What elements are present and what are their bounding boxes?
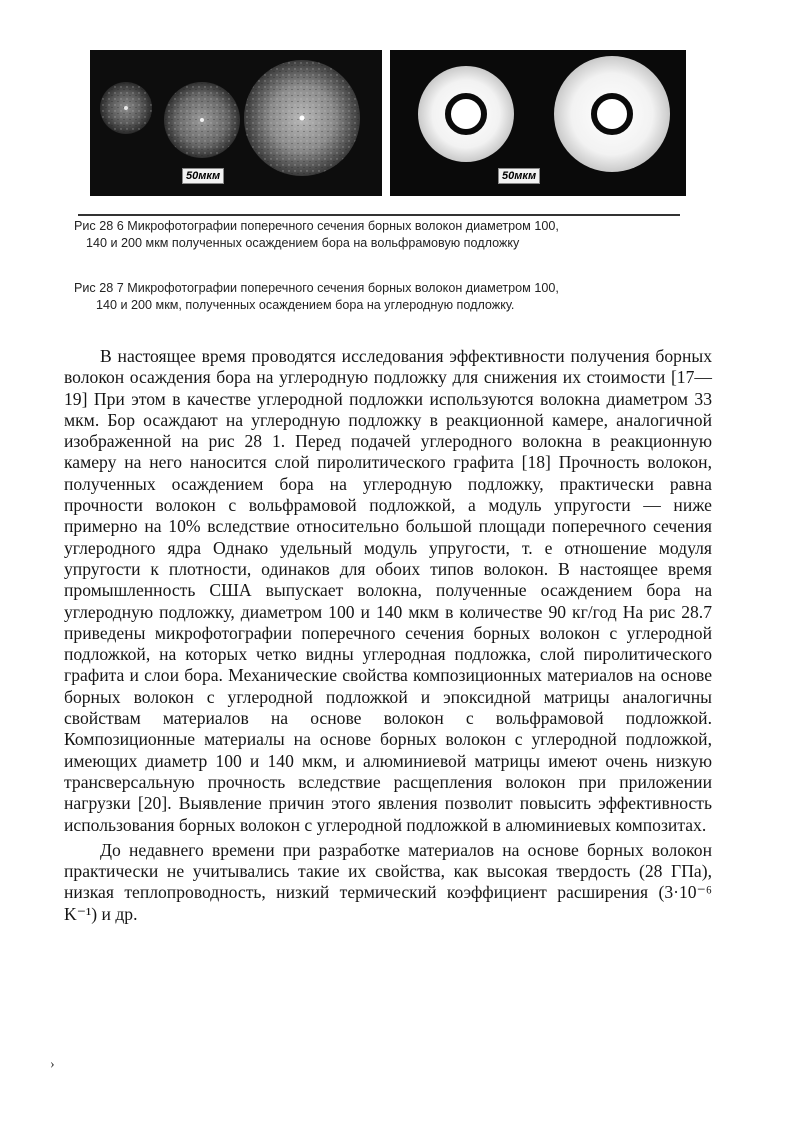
margin-mark: › (50, 1057, 55, 1072)
caption-line: 140 и 200 мкм полученных осаждением бора на вольфрамовую подложку (86, 236, 520, 250)
paragraph: До недавнего времени при разработке материалов на основе борных волокон практически не учитывались такие их свойства, как высокая твердость (28 ГПа), низкая теплопроводность, низкий термический коэффициент расширения (3·10⁻⁶ K⁻¹) и др. (64, 839, 712, 924)
scale-bar-label: 50мкм (498, 168, 540, 184)
paragraph: В настоящее время проводятся исследования эффективности получения борных волокон осаждения бора на углеродную подложку для снижения их стоимости [17—19] При этом в качестве углеродной подложки используются волокна диаметром 33 мкм. Бор осаждают на углеродную подложку в реакционной камере, аналогичной изображенной на рис 28 1. Перед подачей углеродного волокна в реакционную камеру на него наносится слой пиролитического графита [18] Прочность волокон, полученных осаждением бора на углеродную подложку, практически равна прочности волокон с вольфрамовой подложкой, а модуль упругости — ниже примерно на 10% вследствие относительно большой площади поперечного сечения углеродного ядра Однако удельный модуль упругости, т. е отношение модуля упругости к плотности, одинаков для обоих типов волокон. В настоящее время промышленность США выпускает волокна, полученные осаждением бора на углеродную подложку, диаметром 100 и 140 мкм в количестве 90 кг/год На рис 28.7 приведены микрофотографии поперечного сечения борных волокон с углеродной подложкой, на которых четко видны углеродная подложка, слой пиролитического графита и слои бора. Механические свойства композиционных материалов на основе борных волокон с углеродной подложкой и эпоксидной матрицы аналогичны свойствам материалов на основе волокон с вольфрамовой подложкой. Композиционные материалы на основе борных волокон с углеродной подложкой, имеющих диаметр 100 и 140 мкм, и алюминиевой матрицы имеют очень низкую трансверсальную прочность вследствие расщепления волокон при приложении нагрузки [20]. Выявление причин этого явления позволит повысить эффективность использования борных волокон с углеродной подложкой в алюминиевых композитах. (64, 346, 712, 835)
micrograph-left-panel (90, 50, 382, 196)
figure-caption-28-7 (74, 280, 694, 314)
caption-line: 140 и 200 мкм, полученных осаждением бора на углеродную подложку. (96, 298, 515, 312)
main-text (64, 346, 712, 925)
micrograph-right-panel (390, 50, 686, 196)
caption-line: Рис 28 6 Микрофотографии поперечного сечения борных волокон диаметром 100, (74, 219, 559, 233)
figure-divider (78, 214, 680, 216)
scale-bar-label: 50мкм (182, 168, 224, 184)
micrograph-three-fibers-icon (90, 50, 382, 196)
caption-line: Рис 28 7 Микрофотографии поперечного сечения борных волокон диаметром 100, (74, 281, 559, 295)
figure-caption-28-6 (74, 218, 694, 252)
